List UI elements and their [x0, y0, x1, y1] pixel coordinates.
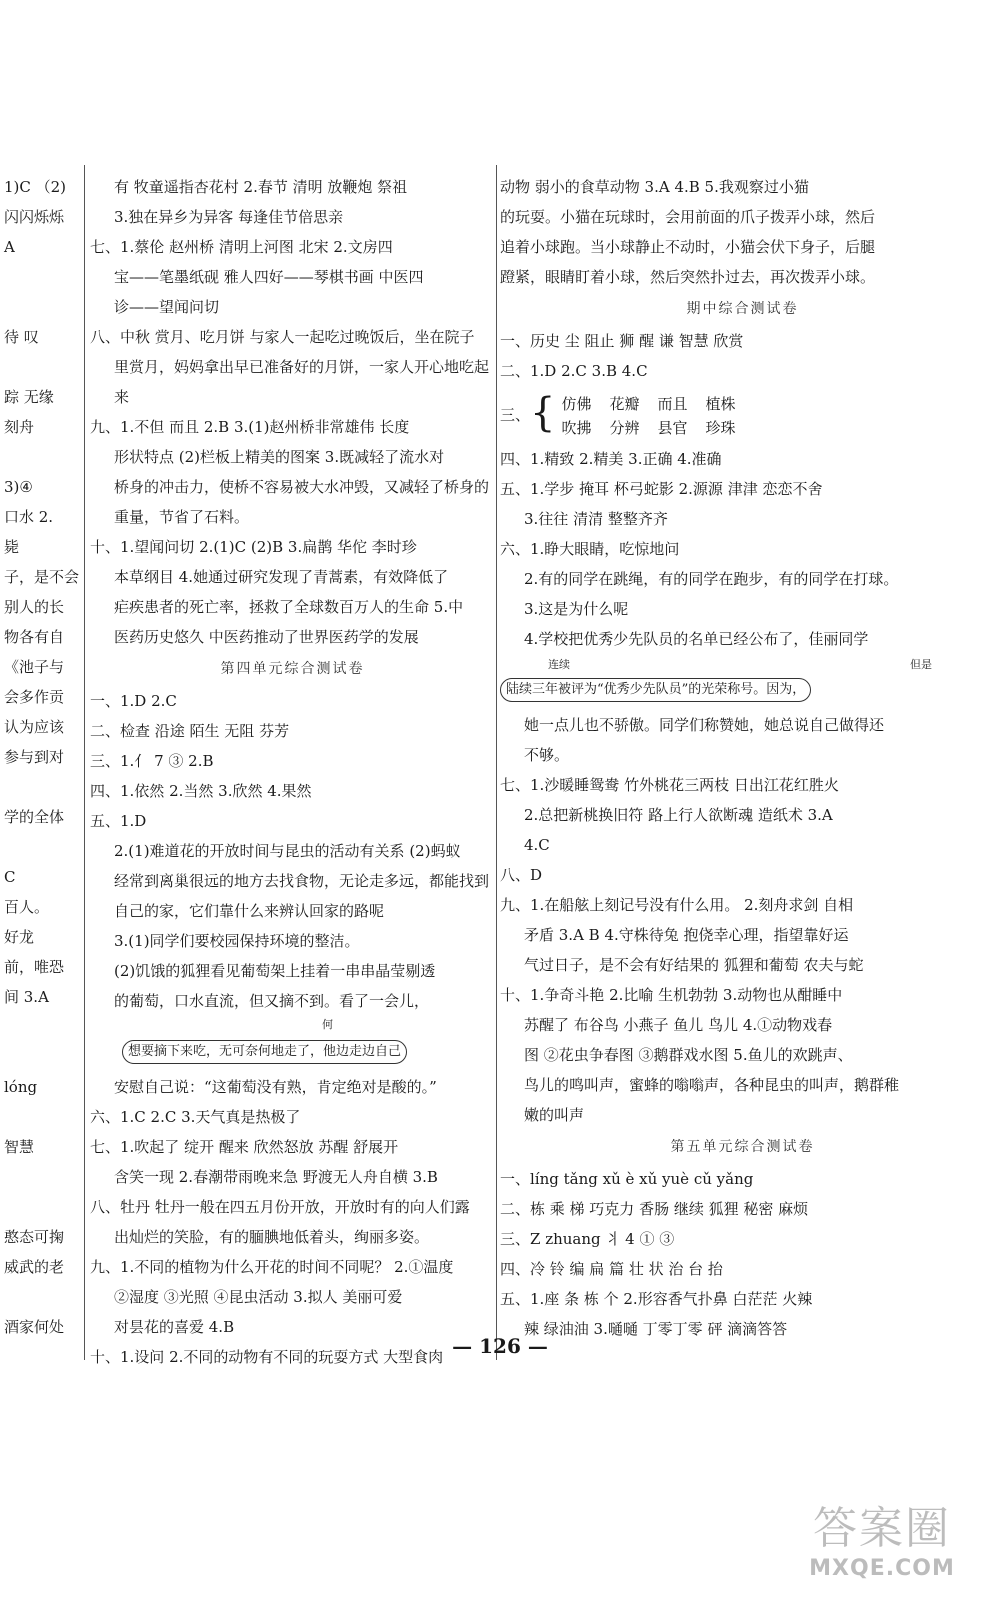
answer-line: 二、1.D 2.C 3.B 4.C — [500, 362, 648, 380]
answer-line — [4, 262, 68, 292]
answer-line: 物各有自 — [4, 628, 65, 646]
answer-line: 五、1.D — [90, 812, 147, 830]
answer-line: 医药历史悠久 中医药推动了世界医药学的发展 — [114, 628, 419, 646]
answer-line: 四、冷 铃 编 扁 篇 壮 状 治 台 抬 — [500, 1260, 723, 1278]
answer-line: A — [4, 238, 15, 256]
annotated-line-right — [500, 654, 985, 710]
answer-line: 本草纲目 4.她通过研究发现了青蒿素，有效降低了 — [114, 568, 449, 586]
answer-line: 七、1.蔡伦 赵州桥 清明上河图 北宋 2.文房四 — [90, 238, 393, 256]
pair-word: 珍珠 — [705, 419, 736, 437]
answers-block-midterm-end — [500, 710, 985, 1130]
left-column-fragment — [4, 172, 80, 1342]
answer-line: 三、Z zhuang 丬 4 ① ③ — [500, 1230, 675, 1248]
section-title-midterm: 期中综合测试卷 — [686, 301, 799, 317]
answer-line: 待 叹 — [4, 328, 39, 346]
answer-line: C — [4, 868, 16, 886]
answer-line: 二、检查 沿途 陌生 无阻 芬芳 — [90, 722, 290, 740]
answer-line: 追着小球跑。当小球静止不动时，小猫会伏下身子，后腿 — [500, 238, 876, 256]
answer-line: 3.往往 清清 整整齐齐 — [524, 510, 668, 528]
answer-line: 蹬紧，眼睛盯着小球，然后突然扑过去，再次拨弄小球。 — [500, 268, 876, 286]
answers-block-unit5 — [500, 1164, 985, 1344]
answer-line: 毙 — [4, 538, 20, 556]
answer-line: 气过日子，是不会有好结果的 狐狸和葡萄 农夫与蛇 — [524, 956, 864, 974]
question-three-pairs: 三、{ 仿佛 吹拂 花瓣 分辨 而且 县官 植株 珍珠 — [500, 386, 985, 444]
answer-line: 别人的长 — [4, 598, 65, 616]
answer-line: 2.总把新桃换旧符 路上行人欲断魂 造纸术 3.A — [524, 806, 833, 824]
answer-line: ②湿度 ③光照 ④昆虫活动 3.拟人 美丽可爱 — [114, 1288, 403, 1306]
answer-line: 八、牡丹 牡丹一般在四五月份开放，开放时有的向人们露 — [90, 1198, 470, 1216]
answer-line: 威武的老 — [4, 1258, 65, 1276]
answer-line: 四、1.精致 2.精美 3.正确 4.准确 — [500, 450, 722, 468]
answer-line: 踪 无缘 — [4, 388, 54, 406]
answer-line — [4, 772, 68, 802]
answer-line: 十、1.设问 2.不同的动物有不同的玩耍方式 大型食肉 — [90, 1348, 444, 1366]
answer-line: 3.这是为什么呢 — [524, 600, 629, 618]
word-pair — [706, 392, 736, 440]
answers-block-midterm — [500, 326, 985, 386]
answer-line: 苏醒了 布谷鸟 小燕子 鱼儿 鸟儿 4.①动物戏春 — [524, 1016, 833, 1034]
answer-line: 间 3.A — [4, 988, 49, 1006]
answer-line: 安慰自己说：“这葡萄没有熟，肯定绝对是酸的。” — [114, 1078, 437, 1096]
answer-line: 憨态可掬 — [4, 1228, 65, 1246]
answer-line: 动物 弱小的食草动物 3.A 4.B 5.我观察过小猫 — [500, 178, 809, 196]
answer-line: 3.独在异乡为异客 每逢佳节倍思亲 — [114, 208, 344, 226]
circled-phrase: 想要摘下来吃，无可奈何地走了，他边走边自己 — [122, 1040, 407, 1064]
answer-line: 参与到对 — [4, 748, 65, 766]
answer-line: 十、1.望闻问切 2.(1)C (2)B 3.扁鹊 华佗 李时珍 — [90, 538, 417, 556]
answer-line: 经常到离巢很远的地方去找食物，无论走多远，都能找到 — [114, 872, 490, 890]
answers-block-unit3 — [90, 172, 495, 652]
answers-block-unit4-cont — [90, 1072, 495, 1372]
pair-word: 而且 — [657, 395, 688, 413]
answer-line: 九、1.不同的植物为什么开花的时间不同呢？ 2.①温度 — [90, 1258, 454, 1276]
answer-line — [4, 352, 68, 382]
answer-line: 口水 2. — [4, 508, 54, 526]
watermark-logo: 答案圈 MXQE.COM — [809, 1503, 955, 1581]
answers-block-midterm-cont — [500, 444, 985, 654]
answer-line: 闪闪烁烁 — [4, 208, 65, 226]
section-title-unit5: 第五单元综合测试卷 — [670, 1139, 815, 1155]
answer-line: 学的全体 — [4, 808, 65, 826]
circled-sentence: 陆续三年被评为“优秀少先队员”的光荣称号。因为， — [500, 678, 811, 702]
answer-line: 图 ②花虫争春图 ③鹅群戏水图 5.鱼儿的欢跳声、 — [524, 1046, 853, 1064]
answer-line: 九、1.不但 而且 2.B 3.(1)赵州桥非常雄伟 长度 — [90, 418, 410, 436]
answer-line: 刻舟 — [4, 418, 35, 436]
answer-line: 疟疾患者的死亡率，拯救了全球数百万人的生命 5.中 — [114, 598, 464, 616]
answer-line — [4, 1012, 68, 1042]
word-pair — [658, 392, 688, 440]
answer-line: 好龙 — [4, 928, 35, 946]
answer-line: (2)饥饿的狐狸看见葡萄架上挂着一串串晶莹剔透 — [114, 962, 436, 980]
answer-line: 七、1.吹起了 绽开 醒来 欣然怒放 苏醒 舒展开 — [90, 1138, 399, 1156]
answer-line: 重量，节省了石料。 — [114, 508, 250, 526]
answer-line: 她一点儿也不骄傲。同学们称赞她，她总说自己做得还 — [524, 716, 885, 734]
pair-word: 仿佛 — [561, 395, 592, 413]
pair-word: 植株 — [705, 395, 736, 413]
answer-line: 出灿烂的笑脸，有的腼腆地低着头，绚丽多姿。 — [114, 1228, 430, 1246]
handwritten-correction: 何 — [322, 1018, 333, 1031]
word-pair — [561, 392, 591, 440]
handwritten-correction-2: 但是 — [910, 658, 932, 671]
pair-word: 县官 — [657, 419, 688, 437]
answers-block-continued — [500, 172, 985, 292]
answer-line: 1)C （2) — [4, 178, 67, 196]
answer-line — [4, 1042, 68, 1072]
answer-line: 里赏月，妈妈拿出早已准备好的月饼，一家人开心地吃起 — [114, 358, 490, 376]
answer-line: 3)④ — [4, 478, 33, 496]
answer-line — [4, 1102, 68, 1132]
answer-line: 六、1.睁大眼睛，吃惊地问 — [500, 540, 680, 558]
answer-line: 十、1.争奇斗艳 2.比喻 生机勃勃 3.动物也从酣睡中 — [500, 986, 843, 1004]
answer-line: 五、1.学步 掩耳 杯弓蛇影 2.源源 津津 恋恋不舍 — [500, 480, 823, 498]
answer-line: 来 — [114, 388, 130, 406]
answer-line: 六、1.C 2.C 3.天气真是热极了 — [90, 1108, 301, 1126]
answer-line: 鸟儿的鸣叫声，蜜蜂的嗡嗡声，各种昆虫的叫声，鹅群稚 — [524, 1076, 900, 1094]
word-pair — [609, 392, 639, 440]
answer-line: 诊——望闻问切 — [114, 298, 220, 316]
answer-line — [4, 832, 68, 862]
pair-word: 花瓣 — [609, 395, 640, 413]
answer-line: lóng — [4, 1078, 38, 1096]
answer-line: 会多作贡 — [4, 688, 65, 706]
answer-line: 2.(1)难道花的开放时间与昆虫的活动有关系 (2)蚂蚁 — [114, 842, 461, 860]
annotated-line — [90, 1016, 495, 1072]
handwritten-correction-1: 连续 — [548, 658, 570, 671]
answer-line: 2.有的同学在跳绳，有的同学在跑步，有的同学在打球。 — [524, 570, 899, 588]
middle-column — [90, 172, 495, 1372]
answer-line: 子，是不会 — [4, 568, 80, 586]
answer-line: 自己的家，它们靠什么来辨认回家的路呢 — [114, 902, 385, 920]
section-title-unit4: 第四单元综合测试卷 — [220, 661, 365, 677]
answer-line: 嫩的叫声 — [524, 1106, 585, 1124]
column-divider-right — [496, 165, 497, 1360]
answer-line: 不够。 — [524, 746, 570, 764]
answer-line: 一、历史 尘 阻止 狮 醒 谦 智慧 欣赏 — [500, 332, 744, 350]
answer-line: 宝——笔墨纸砚 雅人四好——琴棋书画 中医四 — [114, 268, 424, 286]
answer-line: 桥身的冲击力，使桥不容易被大水冲毁，又减轻了桥身的 — [114, 478, 490, 496]
answer-line: 《池子与 — [4, 658, 65, 676]
right-column — [500, 172, 985, 1344]
answer-line: 百人。 — [4, 898, 50, 916]
answer-line: 七、1.沙暖睡鸳鸯 竹外桃花三两枝 日出江花红胜火 — [500, 776, 839, 794]
answer-line: 的玩耍。小猫在玩球时，会用前面的爪子拨弄小球，然后 — [500, 208, 876, 226]
answer-line: 一、líng tǎng xǔ è xǔ yuè cǔ yǎng — [500, 1170, 754, 1188]
answer-line: 三、1.亻 7 ③ 2.B — [90, 752, 214, 770]
answer-line: 五、1.座 条 栋 个 2.形容香气扑鼻 白茫茫 火辣 — [500, 1290, 813, 1308]
answer-line: 八、D — [500, 866, 543, 884]
answer-line: 四、1.依然 2.当然 3.欣然 4.果然 — [90, 782, 312, 800]
column-divider-left — [84, 165, 85, 1360]
answer-line: 含笑一现 2.春潮带雨晚来急 野渡无人舟自横 3.B — [114, 1168, 438, 1186]
answer-line: 矛盾 3.A B 4.守株待兔 抱侥幸心理，指望靠好运 — [524, 926, 849, 944]
answer-line: 3.(1)同学们要校园保持环境的整洁。 — [114, 932, 360, 950]
answer-line — [4, 1162, 68, 1192]
answer-line: 九、1.在船舷上刻记号没有什么用。 2.刻舟求剑 自相 — [500, 896, 854, 914]
answer-line: 4.C — [524, 836, 550, 854]
answer-line — [4, 1192, 68, 1222]
brace: { — [530, 390, 556, 436]
pair-word: 吹拂 — [561, 419, 592, 437]
answer-line: 二、栋 乘 梯 巧克力 香肠 继续 狐狸 秘密 麻烦 — [500, 1200, 809, 1218]
answer-line: 辣 绿油油 3.嗵嗵 丁零丁零 砰 滴滴答答 — [524, 1320, 788, 1338]
answer-line: 八、中秋 赏月、吃月饼 与家人一起吃过晚饭后，坐在院子 — [90, 328, 475, 346]
answer-line: 前，唯恐 — [4, 958, 65, 976]
answer-line — [4, 442, 68, 472]
answer-line: 4.学校把优秀少先队员的名单已经公布了，佳丽同学 — [524, 630, 869, 648]
answer-line: 认为应该 — [4, 718, 65, 736]
answer-line: 酒家何处 — [4, 1318, 65, 1336]
answer-line: 智慧 — [4, 1138, 35, 1156]
answer-line: 的葡萄，口水直流，但又摘不到。看了一会儿， — [114, 992, 430, 1010]
answer-line — [4, 1282, 68, 1312]
answer-line: 有 牧童遥指杏花村 2.春节 清明 放鞭炮 祭祖 — [114, 178, 408, 196]
pair-word: 分辨 — [609, 419, 640, 437]
answer-line: 对昙花的喜爱 4.B — [114, 1318, 235, 1336]
answers-block-unit4 — [90, 686, 495, 1016]
answer-line — [4, 292, 68, 322]
page-number: — 126 — — [452, 1334, 548, 1358]
answer-line: 形状特点 (2)栏板上精美的图案 3.既减轻了流水对 — [114, 448, 445, 466]
answer-line: 一、1.D 2.C — [90, 692, 177, 710]
